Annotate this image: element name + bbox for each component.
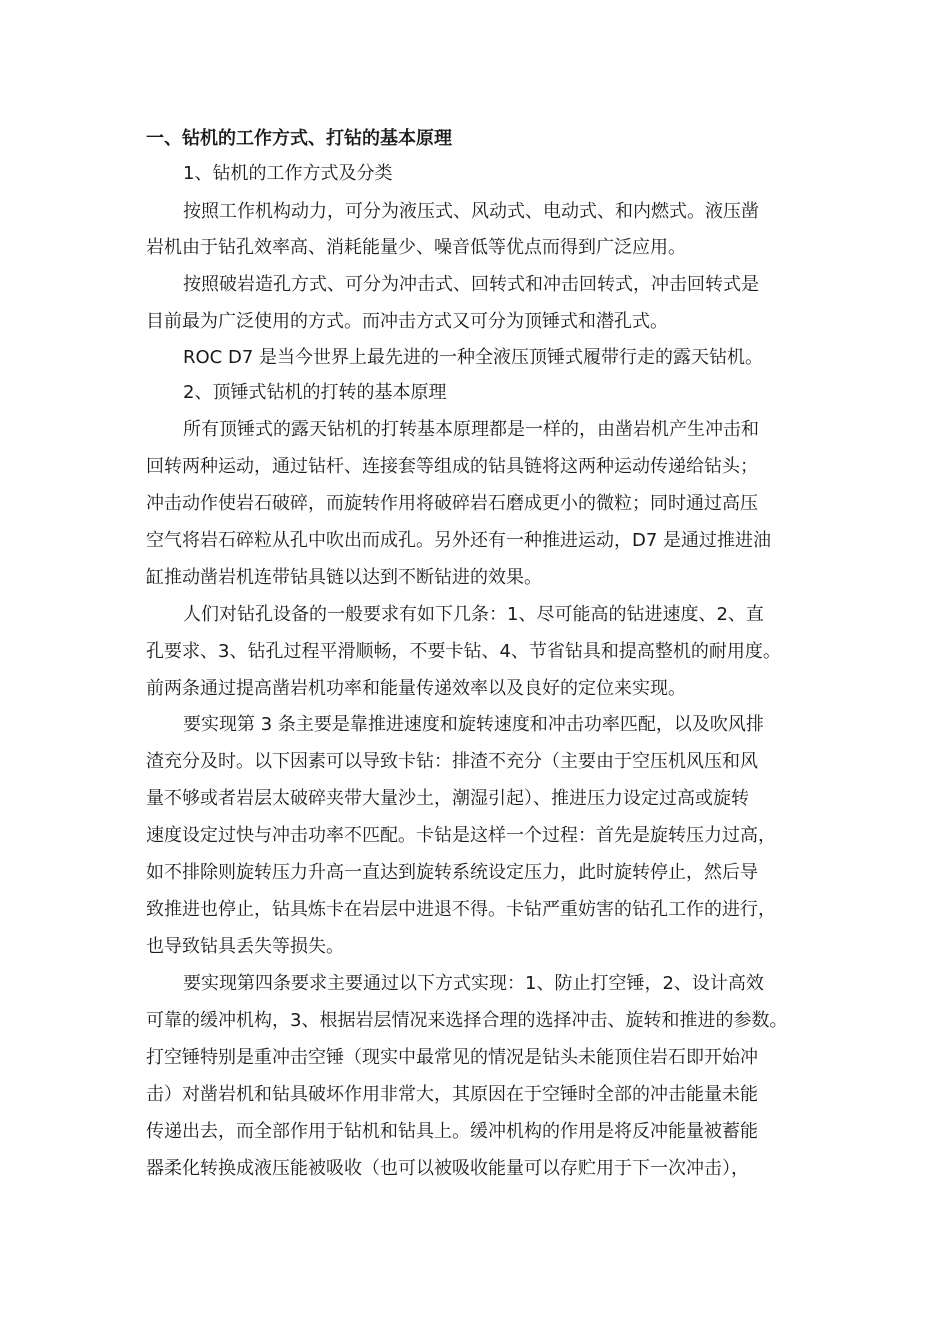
paragraph-line: 如不排除则旋转压力升高一直达到旋转系统设定压力，此时旋转停止，然后导 <box>146 862 758 883</box>
paragraph-line: 缸推动凿岩机连带钻具链以达到不断钻进的效果。 <box>146 567 542 588</box>
paragraph-line: 按照破岩造孔方式、可分为冲击式、回转式和冲击回转式，冲击回转式是 <box>183 274 759 295</box>
paragraph-line: ROC D7 是当今世界上最先进的一种全液压顶锤式履带行走的露天钻机。 <box>183 347 763 368</box>
paragraph-line: 致推进也停止，钻具炼卡在岩层中进退不得。卡钻严重妨害的钻孔工作的进行， <box>146 899 776 920</box>
paragraph-line: 按照工作机构动力，可分为液压式、风动式、电动式、和内燃式。液压凿 <box>183 201 759 222</box>
paragraph-line: 孔要求、3、钻孔过程平滑顺畅，不要卡钻、4、节省钻具和提高整机的耐用度。 <box>146 641 781 662</box>
paragraph-line: 速度设定过快与冲击功率不匹配。卡钻是这样一个过程：首先是旋转压力过高， <box>146 825 776 846</box>
paragraph-line: 目前最为广泛使用的方式。而冲击方式又可分为顶锤式和潜孔式。 <box>146 311 668 332</box>
paragraph-line: 打空锤特别是重冲击空锤（现实中最常见的情况是钻头未能顶住岩石即开始冲 <box>146 1047 758 1068</box>
paragraph-line: 岩机由于钻孔效率高、消耗能量少、噪音低等优点而得到广泛应用。 <box>146 237 686 258</box>
paragraph-line: 冲击动作使岩石破碎，而旋转作用将破碎岩石磨成更小的微粒；同时通过高压 <box>146 493 758 514</box>
paragraph-line: 人们对钻孔设备的一般要求有如下几条：1、尽可能高的钻进速度、2、直 <box>183 604 764 625</box>
paragraph-line: 可靠的缓冲机构，3、根据岩层情况来选择合理的选择冲击、旋转和推进的参数。 <box>146 1010 788 1031</box>
subheading-1: 1、钻机的工作方式及分类 <box>183 163 393 184</box>
paragraph-line: 要实现第 3 条主要是靠推进速度和旋转速度和冲击功率匹配，以及吹风排 <box>183 714 764 735</box>
paragraph-line: 量不够或者岩层太破碎夹带大量沙土，潮湿引起）、推进压力设定过高或旋转 <box>146 788 749 809</box>
paragraph-line: 渣充分及时。以下因素可以导致卡钻：排渣不充分（主要由于空压机风压和风 <box>146 751 758 772</box>
paragraph-line: 传递出去，而全部作用于钻机和钻具上。缓冲机构的作用是将反冲能量被蓄能 <box>146 1121 758 1142</box>
paragraph-line: 空气将岩石碎粒从孔中吹出而成孔。另外还有一种推进运动，D7 是通过推进油 <box>146 530 772 551</box>
paragraph-line: 所有顶锤式的露天钻机的打转基本原理都是一样的，由凿岩机产生冲击和 <box>183 419 759 440</box>
paragraph-line: 前两条通过提高凿岩机功率和能量传递效率以及良好的定位来实现。 <box>146 678 686 699</box>
paragraph-line: 器柔化转换成液压能被吸收（也可以被吸收能量可以存贮用于下一次冲击）， <box>146 1158 749 1179</box>
paragraph-line: 也导致钻具丢失等损失。 <box>146 936 344 957</box>
paragraph-line: 击）对凿岩机和钻具破坏作用非常大，其原因在于空锤时全部的冲击能量未能 <box>146 1084 758 1105</box>
paragraph-line: 要实现第四条要求主要通过以下方式实现：1、防止打空锤，2、设计高效 <box>183 973 764 994</box>
subheading-2: 2、顶锤式钻机的打转的基本原理 <box>183 382 447 403</box>
section-heading: 一、钻机的工作方式、打钻的基本原理 <box>146 128 452 149</box>
paragraph-line: 回转两种运动，通过钻杆、连接套等组成的钻具链将这两种运动传递给钻头； <box>146 456 758 477</box>
